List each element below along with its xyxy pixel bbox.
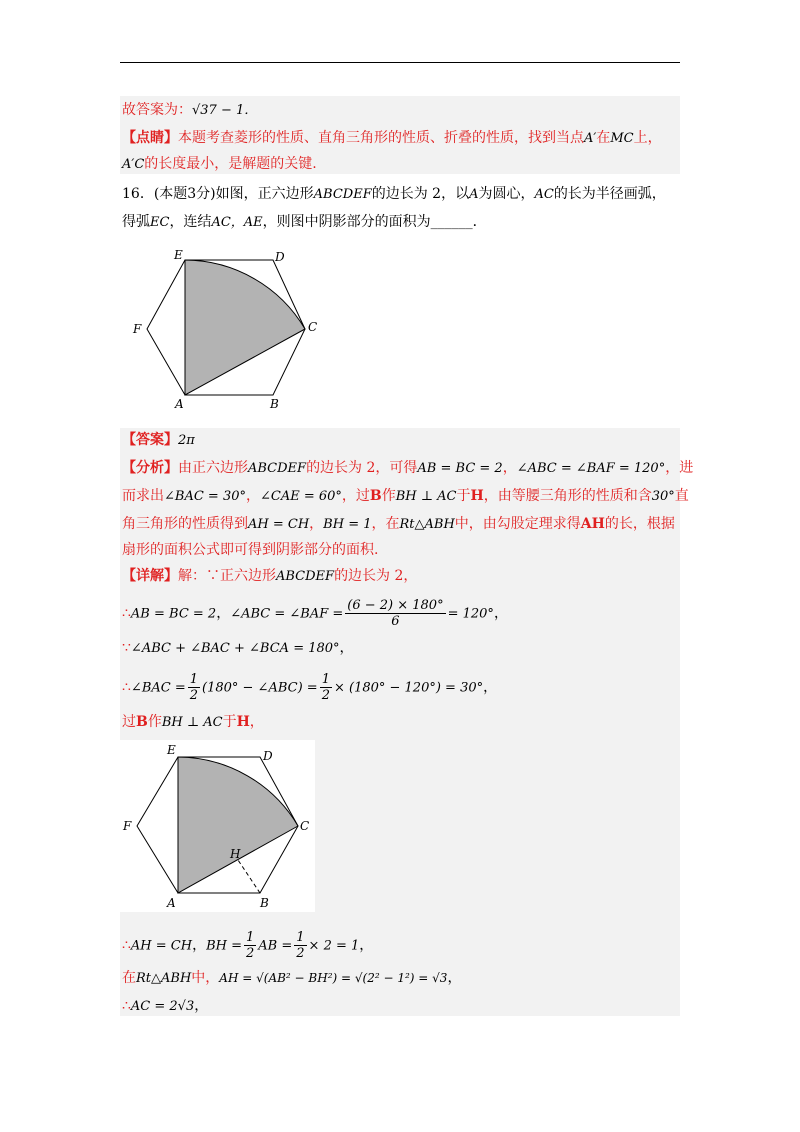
answer-line: 【答案】2π (122, 432, 195, 448)
detail-line2: ∴AB = BC = 2，∠ABC = ∠BAF = $\frac{(6 - 2) \times 180^\circ}{6}$ = 120°， (122, 598, 508, 629)
detail-line6: ∴AH = CH，BH = $\frac{1}{2}$ AB = $\frac{1}{2}$ × 2 = 1， (122, 930, 374, 961)
label-C: C (300, 819, 310, 833)
label-D: D (275, 250, 285, 264)
top-rule (120, 62, 680, 63)
label-D: D (263, 749, 273, 763)
detail-line8: ∴AC = 2√3， (122, 998, 209, 1014)
hexagon-figure-1 (125, 245, 325, 410)
analysis-line1: 【分析】由正六边形ABCDEF的边长为 2，可得AB = BC = 2，∠ABC = ∠BAF = 120°，进 (122, 460, 694, 476)
label-F: F (123, 819, 132, 833)
detail-line1: 【详解】解：∵正六边形ABCDEF的边长为 2， (122, 568, 418, 584)
label-E: E (167, 743, 176, 757)
label-B: B (260, 896, 269, 910)
hexagon-figure-2 (120, 740, 315, 912)
label-E: E (174, 248, 183, 262)
prev-hint-line2: A′C的长度最小，是解题的关键. (122, 156, 317, 172)
analysis-line4: 扇形的面积公式即可得到阴影部分的面积. (122, 542, 379, 558)
label-H: H (230, 847, 241, 861)
detail-line4: ∴∠BAC = $\frac{1}{2}$ (180° − ∠ABC) = $\frac{1}{2}$ × (180° − 120°) = 30°， (122, 672, 498, 703)
label-B: B (270, 397, 279, 410)
prev-hint-line1: 【点睛】本题考查菱形的性质、直角三角形的性质、折叠的性质，找到当点A′在MC上， (122, 130, 662, 146)
prev-answer-line: 故答案为：√37 − 1． (122, 102, 258, 118)
analysis-line3: 角三角形的性质得到AH = CH，BH = 1，在Rt△ABH中，由勾股定理求得AH的长，根据 (122, 516, 675, 532)
label-A: A (175, 397, 184, 410)
label-F: F (133, 322, 142, 336)
label-A: A (167, 896, 176, 910)
detail-line7: 在Rt△ABH中，AH = √(AB² − BH²) = √(2² − 1²) = √3， (122, 970, 462, 986)
shaded-sector (185, 260, 305, 395)
fraction: $\frac{1}{2}$ (321, 672, 330, 703)
fraction: $\frac{(6 - 2) \times 180^\circ}{6}$ (347, 598, 444, 629)
fraction: $\frac{1}{2}$ (189, 672, 199, 703)
detail-line3: ∵∠ABC + ∠BAC + ∠BCA = 180°， (122, 640, 354, 656)
question-line1: 16．(本题3分)如图，正六边形ABCDEF的边长为 2，以A为圆心，AC的长为半径画弧， (122, 186, 666, 202)
label-C: C (308, 320, 318, 334)
fraction: $\frac{1}{2}$ (296, 930, 305, 961)
question-line2: 得弧EC，连结AC，AE，则图中阴影部分的面积为______． (122, 214, 487, 230)
fraction: $\frac{1}{2}$ (246, 930, 255, 961)
analysis-line2: 而求出∠BAC = 30°，∠CAE = 60°，过B作BH ⊥ AC于H，由等腰三角形的性质和含30°直 (122, 488, 689, 504)
detail-line5: 过B作BH ⊥ AC于H， (122, 714, 264, 730)
